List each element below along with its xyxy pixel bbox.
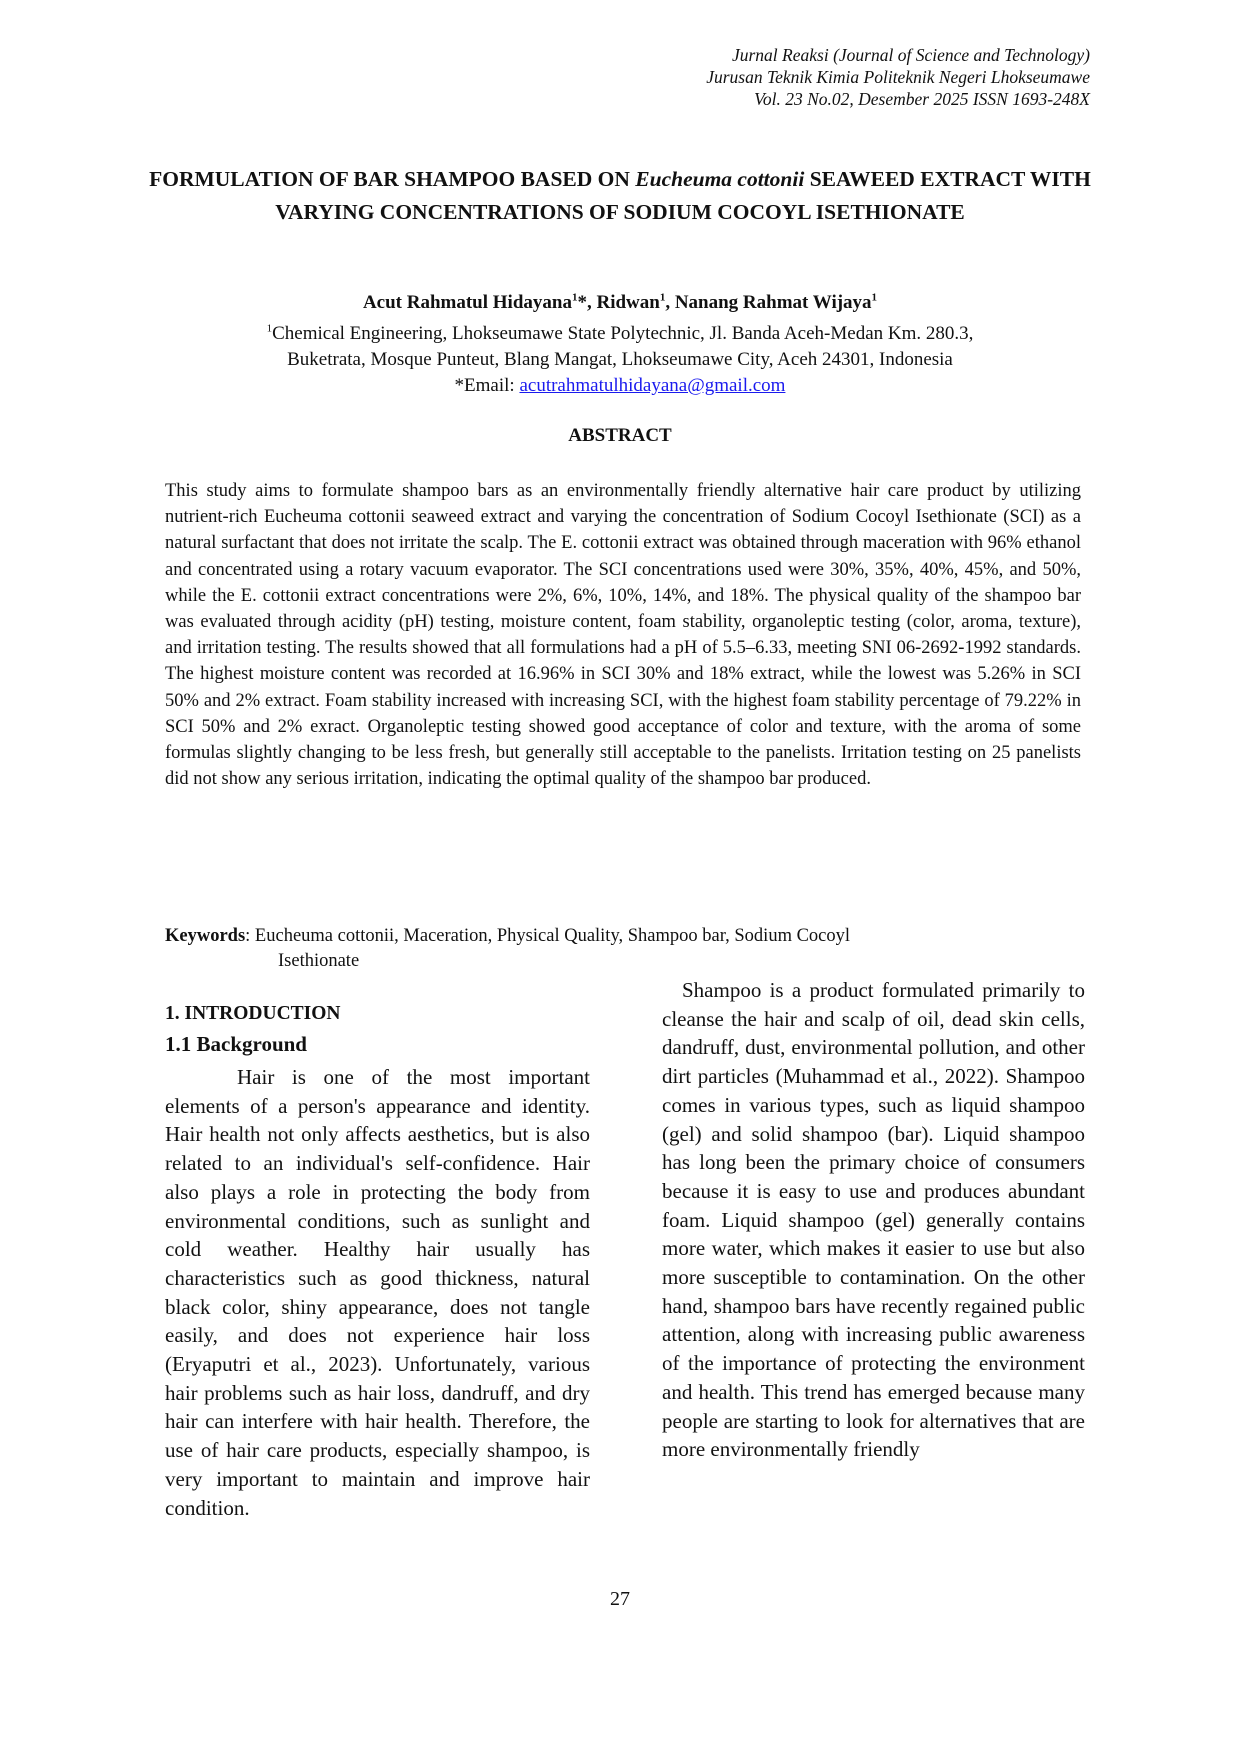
keywords-list-cont: Isethionate	[278, 951, 360, 971]
author-2: Ridwan	[596, 292, 660, 313]
abstract-heading: ABSTRACT	[568, 425, 672, 446]
right-column	[662, 976, 1085, 1464]
email-link[interactable]: acutrahmatulhidayana@gmail.com	[519, 375, 786, 396]
affiliation-line-1: $^1$Chemical Engineering, Lhokseumawe State Polytechnic, Jl. Banda Aceh-Medan Km. 280.3,	[266, 322, 974, 344]
subsection-heading: 1.1 Background	[165, 1032, 307, 1056]
email-line: *Email: acutrahmatulhidayana@gmail.com	[454, 375, 786, 396]
affiliation	[130, 321, 1110, 399]
author-1: Acut Rahmatul Hidayana	[362, 292, 572, 313]
journal-department: Jurusan Teknik Kimia Politeknik Negeri Lhokseumawe	[706, 67, 1090, 87]
keywords-label: Keywords	[165, 926, 246, 946]
keywords	[165, 924, 1065, 974]
left-column	[165, 1063, 590, 1522]
paragraph: Shampoo is a product formulated primarily to cleanse the hair and scalp of oil, dead skin cells, dandruff, dust, environmental pollution, and other dirt particles (Muhammad et al., 2022). Shampoo comes in various types, such as liquid shampoo (gel) and solid shampoo (bar). Liquid shampoo has long been the primary choice of consumers because it is easy to use and produces abundant foam. Liquid shampoo (gel) generally contains more water, which makes it easier to use but also more susceptible to contamination. On the other hand, shampoo bars have recently regained public attention, along with increasing public awareness of the importance of protecting the environment and health. This trend has emerged because many people are starting to look for alternatives that are more environmentally friendly	[662, 978, 1085, 1462]
paragraph: Hair is one of the most important elements of a person's appearance and identity. Hair health not only affects aesthetics, but is also related to an individual's self-confidence. Hair also plays a role in protecting the body from environmental conditions, such as sunlight and cold weather. Healthy hair usually has characteristics such as good thickness, natural black color, shiny appearance, does not tangle easily, and does not experience hair loss (Eryaputri et al., 2023). Unfortunately, various hair problems such as hair loss, dandruff, and dry hair can interfere with hair health. Therefore, the use of hair care products, especially shampoo, is very important to maintain and improve hair condition.	[165, 1065, 590, 1520]
journal-volume: Vol. 23 No.02, Desember 2025 ISSN 1693-248X	[754, 89, 1090, 109]
author-3: Nanang Rahmat Wijaya	[674, 292, 872, 313]
section-heading: 1. INTRODUCTION	[165, 1003, 341, 1024]
author-list: Acut Rahmatul Hidayana$^1$*, Ridwan$^1$, Nanang Rahmat Wijaya$^1$	[362, 291, 878, 313]
page-number: 27	[610, 1588, 630, 1610]
species-name: Eucheuma cottonii	[635, 167, 805, 191]
journal-name: Jurnal Reaksi (Journal of Science and Technology)	[731, 45, 1090, 65]
journal-header	[390, 44, 1090, 110]
paper-title: FORMULATION OF BAR SHAMPOO BASED ON Eucheuma cottonii SEAWEED EXTRACT WITH VARYING CONCENTRATIONS OF SODIUM COCOYL ISETHIONATE	[149, 167, 1091, 224]
affiliation-line-2: Buketrata, Mosque Punteut, Blang Mangat, Lhokseumawe City, Aceh 24301, Indonesia	[287, 349, 953, 370]
abstract-text: This study aims to formulate shampoo bars as an environmentally friendly alternative hair care product by utilizing nutrient-rich Eucheuma cottonii seaweed extract and varying the concentration of Sodium Cocoyl Isethionate (SCI) as a natural surfactant that does not irritate the scalp. The E. cottonii extract was obtained through maceration with 96% ethanol and concentrated using a rotary vacuum evaporator. The SCI concentrations used were 30%, 35%, 40%, 45%, and 50%, while the E. cottonii extract concentrations were 2%, 6%, 10%, 14%, and 18%. The physical quality of the shampoo bar was evaluated through acidity (pH) testing, moisture content, foam stability, organoleptic testing (color, aroma, texture), and irritation testing. The results showed that all formulations had a pH of 5.5–6.33, meeting SNI 06-2692-1992 standards. The highest moisture content was recorded at 16.96% in SCI 30% and 18% extract, while the lowest was 5.26% in SCI 50% and 2% extract. Foam stability increased with increasing SCI, with the highest foam stability percentage of 79.22% in SCI 50% and 2% exract. Organoleptic testing showed good acceptance of color and texture, with the aroma of some formulas slightly changing to be less fresh, but generally still acceptable to the panelists. Irritation testing on 25 panelists did not show any serious irritation, indicating the optimal quality of the shampoo bar produced.	[165, 481, 1081, 790]
keywords-list: : Eucheuma cottonii, Maceration, Physical Quality, Shampoo bar, Sodium Cocoyl	[245, 926, 851, 946]
